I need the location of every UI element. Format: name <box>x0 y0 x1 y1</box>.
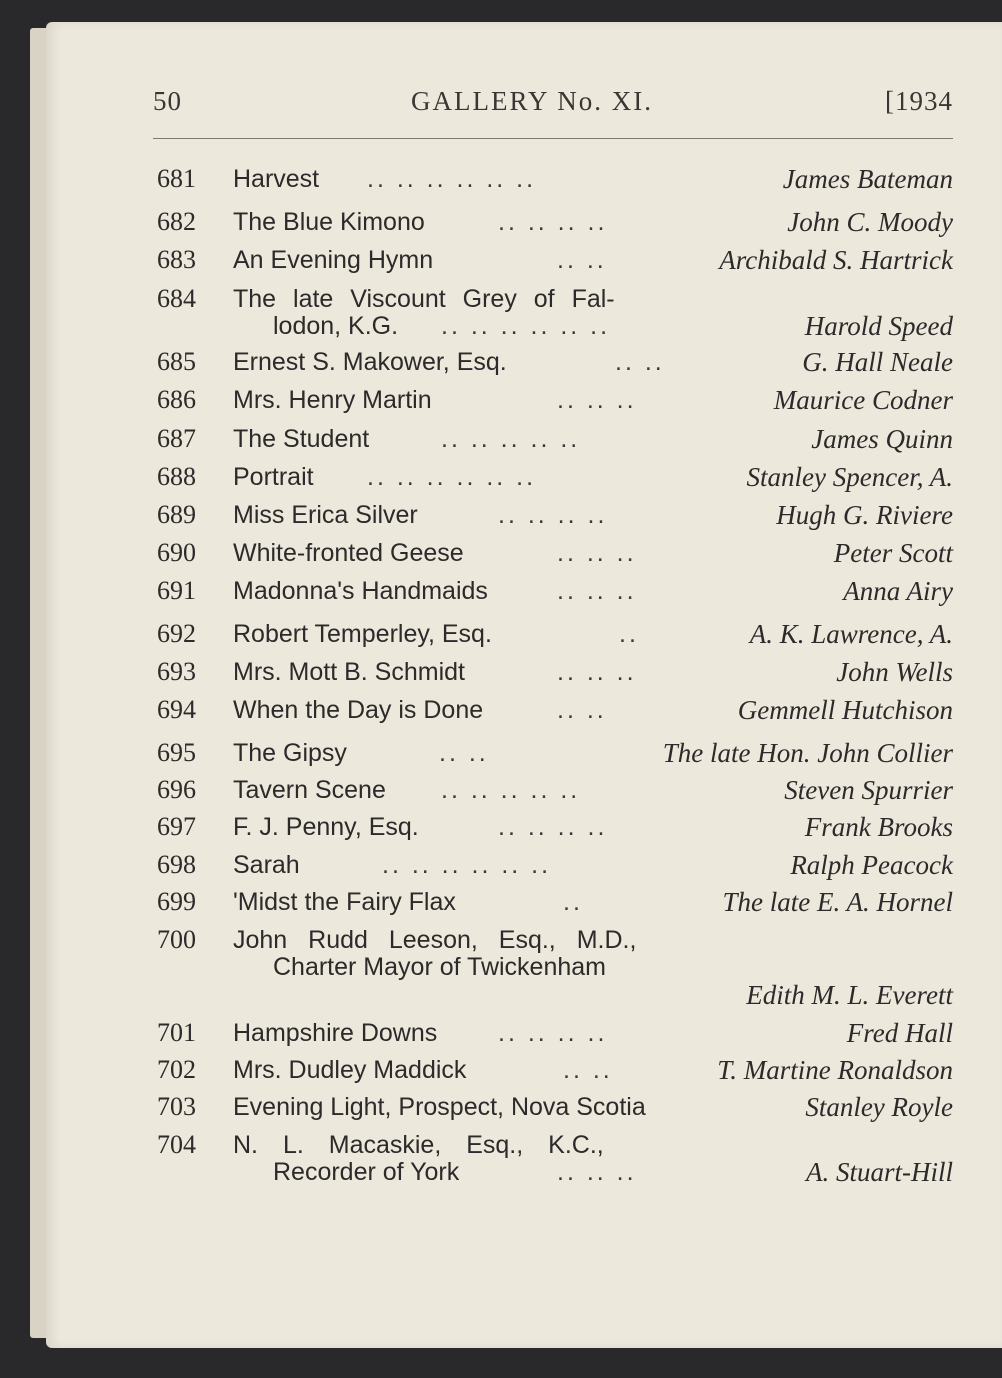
dot-leader: .. .. .. .. <box>498 813 608 841</box>
entry-title: Robert Temperley, Esq. <box>233 620 492 648</box>
dot-leader: .. .. .. .. .. <box>441 776 581 804</box>
dot-leader: .. .. .. .. .. .. <box>367 165 537 193</box>
entry-number: 683 <box>157 245 196 274</box>
entry-title: When the Day is Done <box>233 696 484 724</box>
catalogue-entry <box>153 693 953 727</box>
dot-leader: .. .. .. .. .. .. <box>367 463 537 491</box>
entry-title: Harvest <box>233 165 320 193</box>
entry-title: 'Midst the Fairy Flax <box>233 888 456 916</box>
entry-title-continued: Recorder of York <box>273 1158 460 1186</box>
dot-leader: .. .. .. <box>557 386 637 414</box>
entry-title: Evening Light, Prospect, Nova Scotia <box>233 1093 646 1121</box>
entry-number: 692 <box>157 619 196 648</box>
catalogue-entry <box>153 536 953 570</box>
entry-artist: The late E. A. Hornel <box>722 887 953 917</box>
entry-number: 689 <box>157 500 196 529</box>
entry-title: White-fronted Geese <box>233 539 464 567</box>
entry-artist: Edith M. L. Everett <box>746 980 953 1010</box>
entry-artist: T. Martine Ronaldson <box>717 1055 953 1085</box>
dot-leader: .. <box>563 888 583 916</box>
catalogue-entry <box>153 243 953 277</box>
dot-leader: .. .. <box>615 348 665 376</box>
catalogue-entry <box>153 498 953 532</box>
entry-artist: A. K. Lawrence, A. <box>749 619 953 649</box>
entry-artist: Hugh G. Riviere <box>776 500 953 530</box>
running-header <box>153 86 953 126</box>
entry-artist: Ralph Peacock <box>790 850 953 880</box>
entry-title: The Blue Kimono <box>233 208 425 236</box>
entry-artist: Fred Hall <box>846 1018 953 1048</box>
entry-title: Madonna's Handmaids <box>233 577 488 605</box>
dot-leader: .. .. .. .. <box>498 501 608 529</box>
entry-number: 682 <box>157 207 196 236</box>
dot-leader: .. .. .. .. <box>498 208 608 236</box>
entry-title: Sarah <box>233 851 300 879</box>
entry-title: John Rudd Leeson, Esq., M.D., <box>233 926 637 954</box>
entry-number: 681 <box>157 164 196 193</box>
entry-title: The Student <box>233 425 370 453</box>
entry-title: Portrait <box>233 463 314 491</box>
catalogue-entry <box>153 282 953 341</box>
catalogue-entry <box>153 574 953 608</box>
entry-number: 690 <box>157 538 196 567</box>
dot-leader: .. .. <box>439 739 489 767</box>
catalogue-entry <box>153 810 953 844</box>
entry-title: Mrs. Henry Martin <box>233 386 432 414</box>
dot-leader: .. .. <box>563 1056 613 1084</box>
catalogue-entry <box>153 422 953 456</box>
entry-number: 702 <box>157 1055 196 1084</box>
entry-number: 701 <box>157 1018 196 1047</box>
catalogue-entry <box>153 885 953 919</box>
entry-number: 704 <box>157 1130 196 1159</box>
entry-artist: The late Hon. John Collier <box>662 738 953 768</box>
entry-title: N. L. Macaskie, Esq., K.C., <box>233 1131 604 1159</box>
catalogue-entry <box>153 736 953 770</box>
entry-artist: Maurice Codner <box>773 385 953 415</box>
entry-title: F. J. Penny, Esq. <box>233 813 419 841</box>
entry-title: The Gipsy <box>233 739 347 767</box>
entry-number: 699 <box>157 887 196 916</box>
entry-number: 696 <box>157 775 196 804</box>
dot-leader: .. .. <box>557 246 607 274</box>
entry-number: 691 <box>157 576 196 605</box>
entry-artist: Harold Speed <box>804 311 953 341</box>
catalogue-entry <box>153 923 953 1010</box>
catalogue-entry <box>153 345 953 379</box>
gallery-title: GALLERY No. XI. <box>411 86 653 116</box>
entry-number: 686 <box>157 385 196 414</box>
entry-title: Miss Erica Silver <box>233 501 418 529</box>
dot-leader: .. .. .. .. .. .. <box>441 312 611 340</box>
catalogue-entry <box>153 383 953 417</box>
entry-title: An Evening Hymn <box>233 246 434 274</box>
entry-title: Mrs. Dudley Maddick <box>233 1056 467 1084</box>
entry-artist: Gemmell Hutchison <box>737 695 953 725</box>
entry-number: 684 <box>157 284 196 313</box>
entry-number: 687 <box>157 424 196 453</box>
entry-title: Ernest S. Makower, Esq. <box>233 348 507 376</box>
catalogue-entry <box>153 773 953 807</box>
entry-number: 700 <box>157 925 196 954</box>
entry-artist: Anna Airy <box>843 576 953 606</box>
catalogue-entry <box>153 205 953 239</box>
dot-leader: .. .. .. <box>557 1158 637 1186</box>
entry-artist: James Bateman <box>782 164 953 194</box>
page-number: 50 <box>153 86 182 116</box>
catalogue-entry <box>153 848 953 882</box>
dot-leader: .. .. .. .. <box>498 1019 608 1047</box>
entry-title: Tavern Scene <box>233 776 386 804</box>
dot-leader: .. .. .. <box>557 658 637 686</box>
dot-leader: .. .. .. .. .. <box>441 425 581 453</box>
entry-title-continued: Charter Mayor of Twickenham <box>273 953 606 981</box>
dot-leader: .. .. .. .. .. .. <box>382 851 552 879</box>
entry-number: 688 <box>157 462 196 491</box>
catalogue-entry <box>153 1128 953 1187</box>
entry-artist: G. Hall Neale <box>802 347 953 377</box>
entry-artist: Frank Brooks <box>804 812 953 842</box>
dot-leader: .. .. .. <box>557 539 637 567</box>
entry-artist: John Wells <box>836 657 953 687</box>
entry-number: 694 <box>157 695 196 724</box>
entry-number: 698 <box>157 850 196 879</box>
catalogue-entry <box>153 1090 953 1124</box>
entry-title: The late Viscount Grey of Fal- <box>233 285 615 313</box>
catalogue-entry <box>153 162 953 196</box>
catalogue-entry <box>153 617 953 651</box>
catalogue-entry <box>153 460 953 494</box>
year-label: [1934 <box>885 86 953 116</box>
entry-artist: Peter Scott <box>833 538 953 568</box>
entry-number: 693 <box>157 657 196 686</box>
catalogue-entry <box>153 1053 953 1087</box>
entry-title-continued: lodon, K.G. <box>273 312 399 340</box>
entry-number: 695 <box>157 738 196 767</box>
entry-artist: James Quinn <box>811 424 953 454</box>
header-rule <box>153 138 953 139</box>
entry-title: Mrs. Mott B. Schmidt <box>233 658 465 686</box>
entry-artist: Stanley Spencer, A. <box>746 462 953 492</box>
dot-leader: .. .. <box>557 696 607 724</box>
entry-artist: Stanley Royle <box>805 1092 953 1122</box>
catalogue-entry <box>153 1016 953 1050</box>
entry-artist: A. Stuart-Hill <box>806 1157 953 1187</box>
entry-artist: John C. Moody <box>787 207 953 237</box>
entry-artist: Archibald S. Hartrick <box>719 245 953 275</box>
entry-number: 685 <box>157 347 196 376</box>
entry-title: Hampshire Downs <box>233 1019 438 1047</box>
dot-leader: .. .. .. <box>557 577 637 605</box>
dot-leader: .. <box>619 620 639 648</box>
entry-number: 703 <box>157 1092 196 1121</box>
catalogue-entry <box>153 655 953 689</box>
entry-number: 697 <box>157 812 196 841</box>
entry-artist: Steven Spurrier <box>784 775 953 805</box>
